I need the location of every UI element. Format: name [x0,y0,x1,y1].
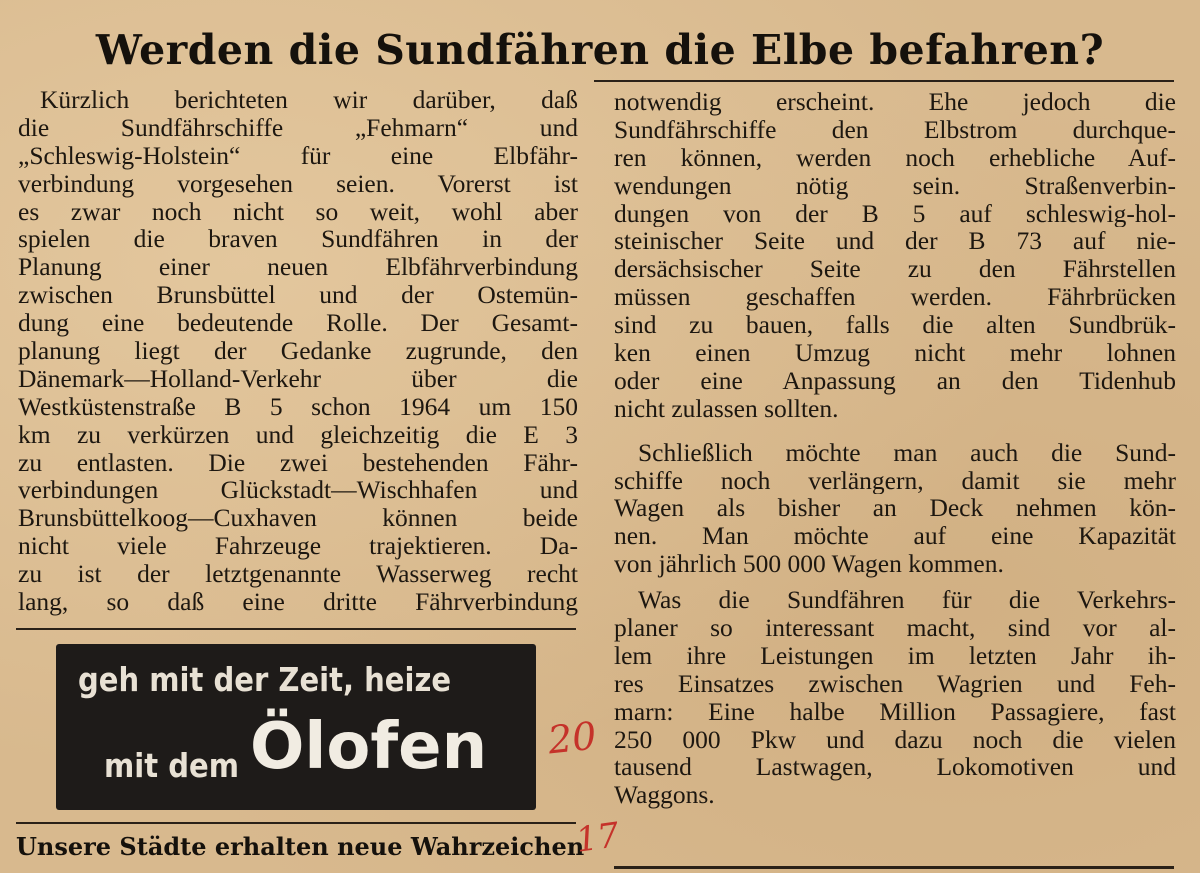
text-line: nicht viele Fahrzeuge trajektieren. Da- [18,532,578,561]
text-line: tausend Lastwagen, Lokomotiven und [614,753,1176,782]
text-line: nen. Man möchte auf eine Kapazität [614,522,1176,551]
text-line: Wagen als bisher an Deck nehmen kön- [614,494,1176,523]
text-line: steinischer Seite und der B 73 auf nie- [614,227,1176,256]
text-line: Sundfährschiffe den Elbstrom durchque- [614,115,1176,144]
headline-rule [594,80,1174,82]
text-line: schiffe noch verlängern, damit sie mehr [614,466,1176,495]
handwritten-page-number: 17 [573,815,622,861]
text-line: ken einen Umzug nicht mehr lohnen [614,339,1176,367]
paragraph [614,586,1176,809]
paragraph [614,88,1176,423]
text-line: müssen geschaffen werden. Fährbrücken [614,283,1176,312]
text-line: verbindungen Glückstadt—Wischhafen und [18,476,578,505]
text-line: zu entlasten. Die zwei bestehenden Fähr- [18,448,578,477]
text-line: 250 000 Pkw und dazu noch die vielen [614,725,1176,754]
text-line: „Schleswig-Holstein“ für eine Elbfähr- [18,141,578,170]
column-rule [16,628,576,630]
text-line: spielen die braven Sundfähren in der [18,225,578,254]
text-line: es zwar noch nicht so weit, wohl aber [18,197,578,226]
text-line: zwischen Brunsbüttel und der Ostemün- [18,281,578,310]
text-line: Schließlich möchte man auch die Sund- [638,438,1176,467]
text-line: dung eine bedeutende Rolle. Der Gesamt- [18,309,578,338]
handwritten-page-number: 20 [545,713,599,763]
text-line: Westküstenstraße B 5 schon 1964 um 150 [18,392,578,421]
text-line: wendungen nötig sein. Straßenverbin- [614,171,1176,200]
text-line: dungen von der B 5 auf schleswig-hol- [614,199,1176,228]
text-line: verbindung vorgesehen seien. Vorerst ist [18,169,578,198]
oil-heater-advertisement [56,644,536,810]
text-line: oder eine Anpassung an den Tidenhub [614,366,1176,395]
text-line: dersächsischer Seite zu den Fährstellen [614,255,1176,284]
bottom-rule [614,866,1174,869]
ad-slogan-line-1: geh mit der Zeit, heize [78,660,452,699]
text-line: lem ihre Leistungen im letzten Jahr ih- [614,641,1176,670]
text-line: lang, so daß eine dritte Fährverbindung [18,588,578,616]
text-line: Waggons. [614,781,715,810]
article-column-left [18,86,578,616]
text-line: res Einsatzes zwischen Wagrien und Feh- [614,669,1176,698]
text-line: notwendig erscheint. Ehe jedoch die [614,88,1176,116]
text-line: km zu verkürzen und gleichzeitig die E 3 [18,420,578,449]
text-line: planung liegt der Gedanke zugrunde, den [18,337,578,365]
ad-brand-name: Ölofen [250,710,488,784]
text-line: Brunsbüttelkoog—Cuxhaven können beide [18,504,578,533]
text-line: marn: Eine halbe Million Passagiere, fast [614,697,1176,726]
next-article-headline: Unsere Städte erhalten neue Wahrzeichen [16,832,585,861]
text-line: sind zu bauen, falls die alten Sundbrük- [614,311,1176,340]
text-line: ren können, werden noch erhebliche Auf- [614,143,1176,172]
text-line: Dänemark—Holland-Verkehr über die [18,364,578,393]
article-headline: Werden die Sundfähren die Elbe befahren? [95,26,1105,74]
text-line: die Sundfährschiffe „Fehmarn“ und [18,113,578,142]
text-line: planer so interessant macht, sind vor al- [614,614,1176,642]
text-line: zu ist der letztgenannte Wasserweg recht [18,560,578,589]
text-line: Planung einer neuen Elbfährverbindung [18,253,578,282]
text-line: Was die Sundfähren für die Verkehrs- [638,586,1176,615]
text-line: Kürzlich berichteten wir darüber, daß [40,86,578,114]
ad-slogan-line-2: mit dem [104,746,239,785]
paragraph [614,439,1176,578]
text-line: von jährlich 500 000 Wagen kommen. [614,550,1004,579]
article-column-right [614,88,1176,809]
text-line: nicht zulassen sollten. [614,394,839,423]
column-rule [16,822,576,824]
